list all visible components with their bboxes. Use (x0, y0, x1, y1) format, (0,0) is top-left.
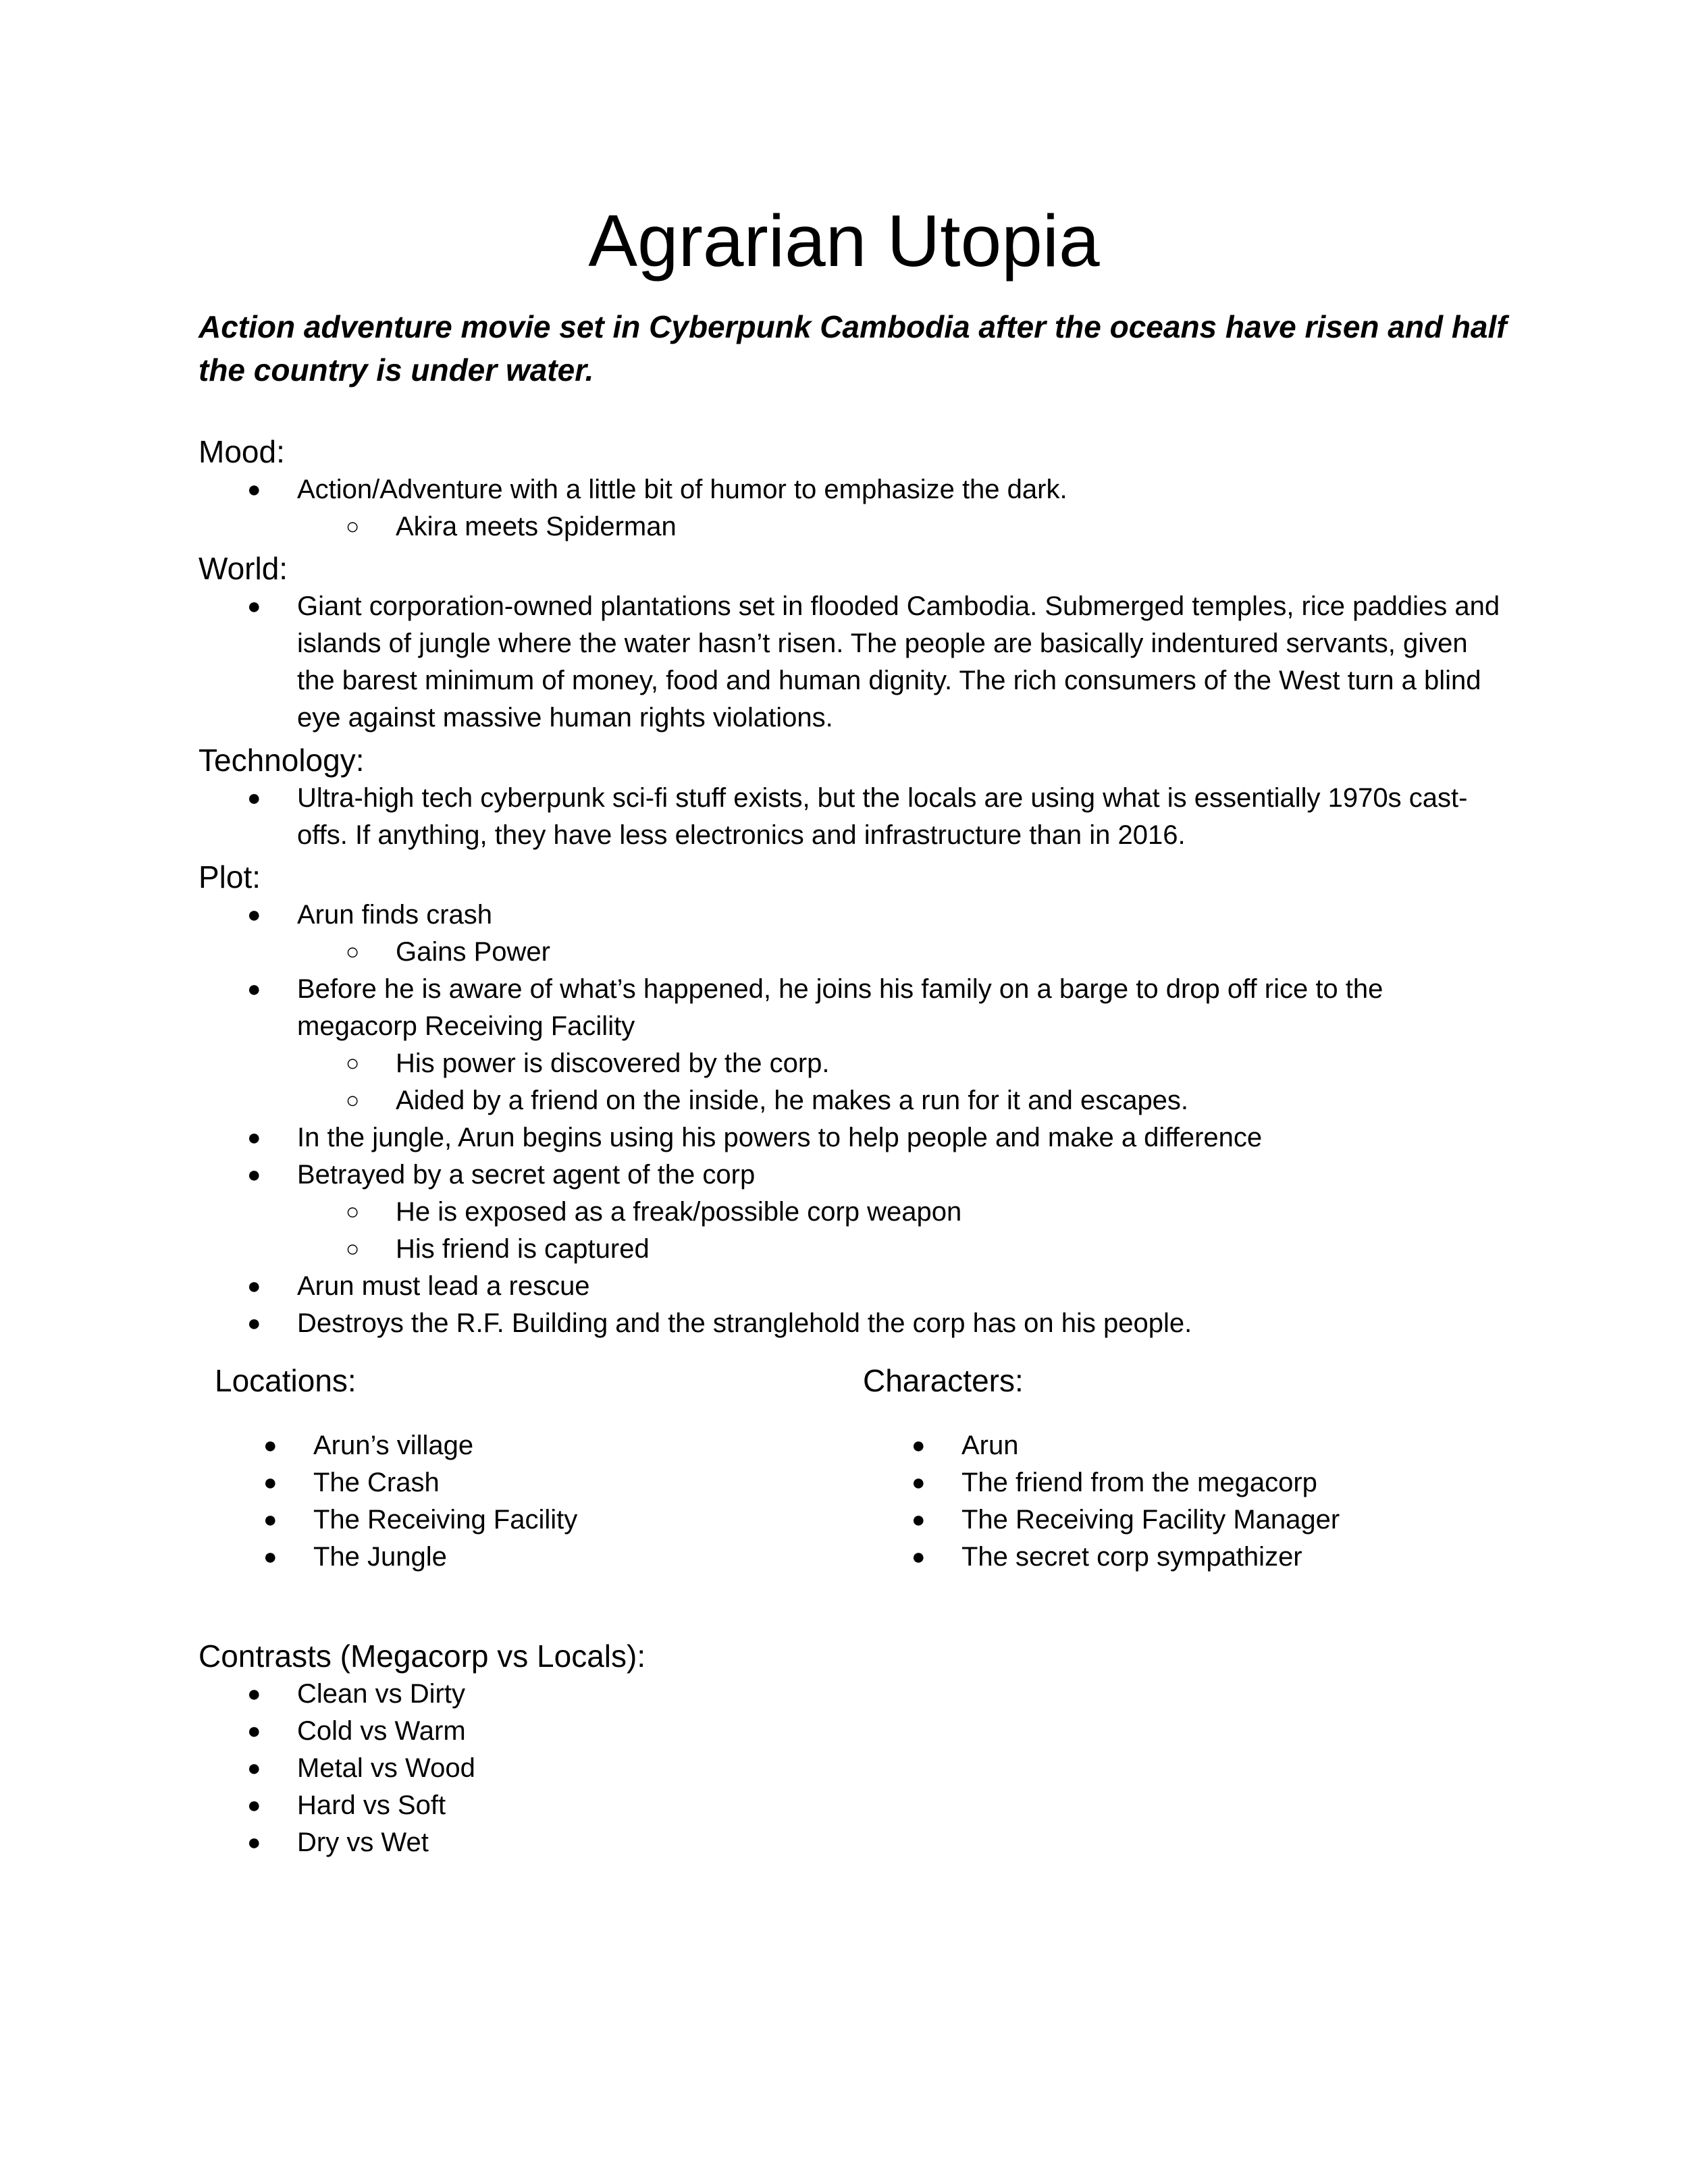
circle-bullet-icon: ○ (346, 514, 360, 539)
list-item-text: Action/Adventure with a little bit of humor to emphasize the dark. (297, 475, 1067, 504)
plot-heading: Plot: (199, 859, 261, 895)
list-item (199, 1268, 1522, 1305)
sub-list-item-text: He is exposed as a freak/possible corp weapon (396, 1197, 962, 1227)
mood-heading: Mood: (199, 434, 285, 469)
bullet-icon: ● (247, 785, 261, 811)
bullet-icon: ● (263, 1470, 278, 1495)
list-item-text: In the jungle, Arun begins using his powers to help people and make a difference (297, 1123, 1263, 1152)
sub-list-item (297, 508, 1522, 545)
sub-list-item (297, 1231, 1522, 1268)
plot-list (199, 897, 1522, 1342)
list-item (199, 971, 1522, 1119)
list-item (199, 780, 1522, 854)
list-item (199, 1305, 1522, 1342)
bullet-icon: ● (263, 1507, 278, 1533)
sub-list (297, 508, 1522, 545)
locations-list (215, 1427, 822, 1576)
list-item (199, 588, 1522, 737)
list-item-text: Ultra-high tech cyberpunk sci-fi stuff exists, but the locals are using what is essentially 1970s cast-offs. If anything, they have less electronics and infrastructure than in 2016. (297, 783, 1468, 850)
characters-section (863, 1361, 1538, 1576)
list-item (199, 1750, 1522, 1787)
list-item (199, 897, 1522, 971)
bullet-icon: ● (247, 1162, 261, 1188)
bullet-icon: ● (912, 1433, 926, 1458)
technology-list (199, 780, 1522, 854)
sub-list-item-text: His friend is captured (396, 1234, 650, 1264)
list-item-text: Dry vs Wet (297, 1828, 429, 1857)
bullet-icon: ● (247, 902, 261, 928)
list-item (199, 1676, 1522, 1713)
list-item (215, 1539, 822, 1576)
bullet-icon: ● (247, 976, 261, 1002)
locations-section (215, 1361, 822, 1576)
bullet-icon: ● (247, 477, 261, 502)
bullet-icon: ● (247, 1755, 261, 1781)
list-item-text: Betrayed by a secret agent of the corp (297, 1160, 756, 1190)
bullet-icon: ● (247, 1718, 261, 1744)
list-item (863, 1464, 1538, 1501)
list-item-text: Destroys the R.F. Building and the stranglehold the corp has on his people. (297, 1308, 1192, 1338)
contrasts-heading: Contrasts (Megacorp vs Locals): (199, 1639, 646, 1674)
mood-list (199, 471, 1522, 545)
circle-bullet-icon: ○ (346, 1088, 360, 1113)
list-item-text: The secret corp sympathizer (961, 1542, 1302, 1572)
bullet-icon: ● (912, 1470, 926, 1495)
sub-list-item-text: Akira meets Spiderman (396, 512, 677, 541)
list-item-text: The Crash (313, 1468, 440, 1497)
sub-list (297, 1194, 1522, 1268)
list-item-text: Arun must lead a rescue (297, 1271, 590, 1301)
list-item (215, 1427, 822, 1464)
list-item-text: Clean vs Dirty (297, 1679, 465, 1709)
list-item (863, 1539, 1538, 1576)
list-item (215, 1501, 822, 1539)
list-item-text: The friend from the megacorp (961, 1468, 1317, 1497)
world-heading: World: (199, 551, 288, 586)
bullet-icon: ● (247, 1792, 261, 1818)
list-item-text: Metal vs Wood (297, 1753, 475, 1783)
list-item (199, 1713, 1522, 1750)
sub-list-item-text: His power is discovered by the corp. (396, 1048, 830, 1078)
document-subtitle: Action adventure movie set in Cyberpunk Cambodia after the oceans have risen and half the country is under water. (199, 309, 1507, 388)
list-item-text: The Jungle (313, 1542, 447, 1572)
list-item-text: Before he is aware of what’s happened, he joins his family on a barge to drop off rice to the megacorp Receiving Facility (297, 974, 1383, 1041)
plot-section (199, 857, 1522, 1342)
list-item (215, 1464, 822, 1501)
list-item-text: Cold vs Warm (297, 1716, 466, 1746)
contrasts-list (199, 1676, 1522, 1861)
bullet-icon: ● (247, 1273, 261, 1299)
sub-list (297, 1045, 1454, 1119)
list-item-text: Arun’s village (313, 1431, 474, 1460)
bullet-icon: ● (247, 1681, 261, 1707)
list-item-text: Arun (961, 1431, 1019, 1460)
technology-heading: Technology: (199, 743, 365, 778)
list-item (199, 1824, 1522, 1861)
bullet-icon: ● (263, 1544, 278, 1570)
bullet-icon: ● (247, 1830, 261, 1855)
sub-list-item (297, 1194, 1522, 1231)
list-item (199, 471, 1522, 545)
circle-bullet-icon: ○ (346, 1236, 360, 1262)
list-item (199, 1787, 1522, 1824)
list-item-text: Arun finds crash (297, 900, 493, 930)
list-item-text: Hard vs Soft (297, 1790, 446, 1820)
list-item (863, 1501, 1538, 1539)
world-list (199, 588, 1522, 737)
locations-heading: Locations: (215, 1363, 357, 1398)
list-item (863, 1427, 1538, 1464)
list-item-text: The Receiving Facility (313, 1505, 578, 1535)
sub-list (297, 934, 1522, 971)
bullet-icon: ● (247, 1125, 261, 1150)
sub-list-item (297, 1082, 1454, 1119)
document-title: Agrarian Utopia (588, 200, 1100, 282)
characters-list (863, 1427, 1538, 1576)
circle-bullet-icon: ○ (346, 1050, 360, 1076)
sub-list-item (297, 1045, 1454, 1082)
technology-section (199, 741, 1522, 854)
contrasts-section (199, 1636, 1522, 1861)
mood-section (199, 432, 1522, 545)
circle-bullet-icon: ○ (346, 1199, 360, 1225)
sub-list-item-text: Aided by a friend on the inside, he makes a run for it and escapes. (396, 1086, 1189, 1115)
list-item (199, 1119, 1522, 1156)
circle-bullet-icon: ○ (346, 939, 360, 965)
sub-list-item-text: Gains Power (396, 937, 550, 967)
bullet-icon: ● (263, 1433, 278, 1458)
characters-heading: Characters: (863, 1363, 1024, 1398)
sub-list-item (297, 934, 1522, 971)
list-item-text: The Receiving Facility Manager (961, 1505, 1340, 1535)
list-item-text: Giant corporation-owned plantations set in flooded Cambodia. Submerged temples, rice paddies and islands of jungle where the water hasn’t risen. The people are basically indentured servants, given the barest minimum of money, food and human dignity. The rich consumers of the West turn a blind eye against massive human rights violations. (297, 591, 1500, 733)
bullet-icon: ● (912, 1544, 926, 1570)
world-section (199, 549, 1522, 737)
bullet-icon: ● (247, 593, 261, 619)
bullet-icon: ● (247, 1310, 261, 1336)
bullet-icon: ● (912, 1507, 926, 1533)
list-item (199, 1156, 1522, 1268)
